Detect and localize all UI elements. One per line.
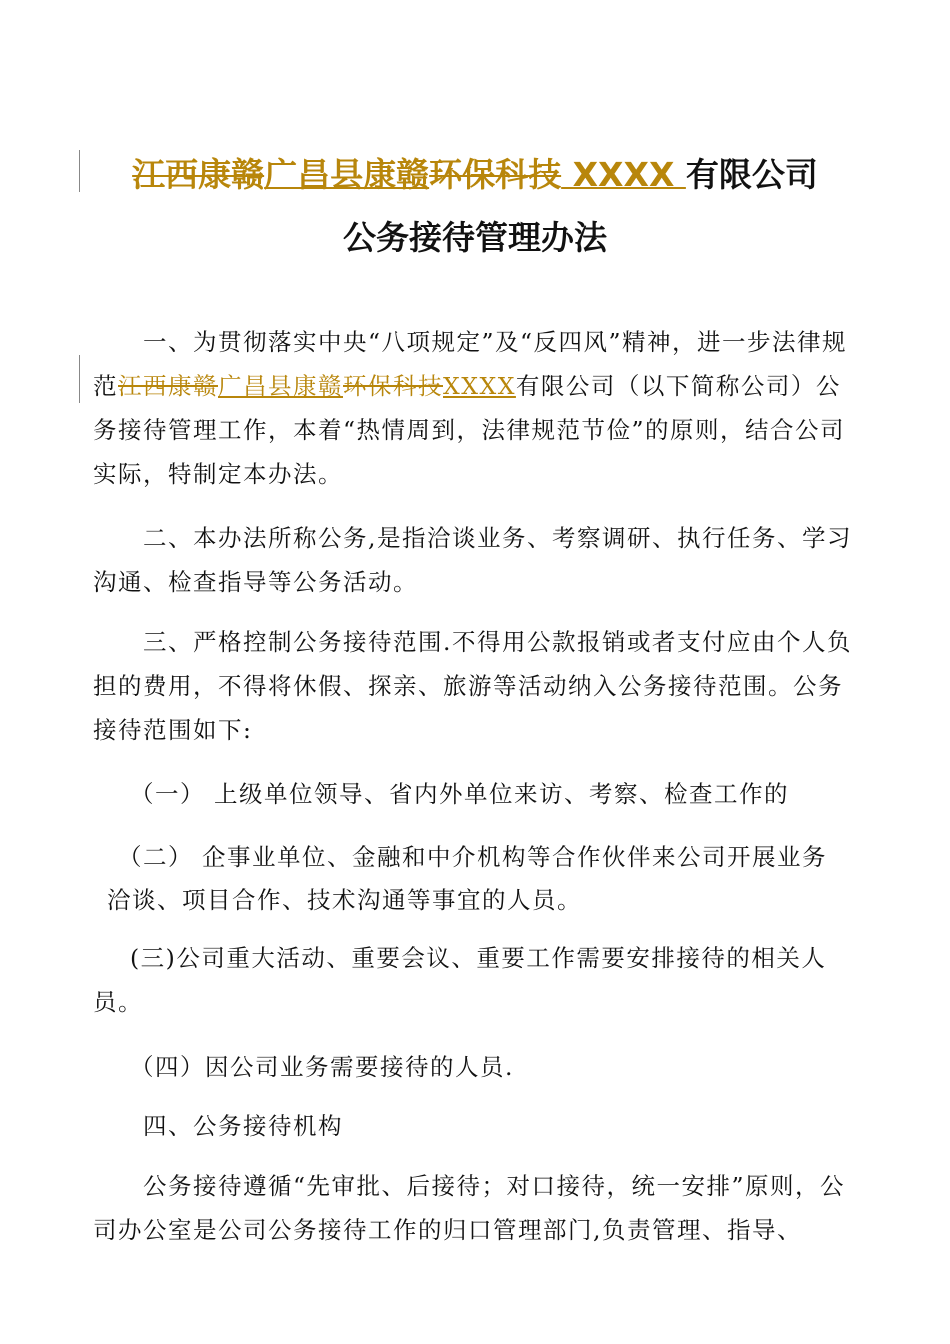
section-2: 二、本办法所称公务,是指洽谈业务、考察调研、执行任务、学习沟通、检查指导等公务活动。	[93, 524, 852, 596]
list-item: (三)公司重大活动、重要会议、重要工作需要安排接待的相关人员。	[93, 944, 827, 1016]
document-title	[0, 155, 950, 195]
section-4-body: 公务接待遵循“先审批、后接待；对口接待，统一安排”原则，公司办公室是公司公务接待工作的归口管理部门,负责管理、指导、	[93, 1172, 846, 1244]
section-heading: 四、公务接待机构	[143, 1112, 343, 1140]
list-item-continuation: 洽谈、项目合作、技术沟通等事宜的人员。	[107, 886, 582, 914]
list-item: （一） 上级单位领导、省内外单位来访、考察、检查工作的	[130, 780, 789, 808]
section-1	[93, 320, 863, 496]
list-item: （四）因公司业务需要接待的人员.	[130, 1053, 514, 1081]
deleted-text: 环保科技	[343, 372, 443, 400]
revision-bar	[79, 355, 80, 403]
section-3: 三、严格控制公务接待范围.不得用公款报销或者支付应由个人负担的费用，不得将休假、探亲、旅游等活动纳入公务接待范围。公务接待范围如下:	[93, 628, 852, 744]
deleted-text: 江西康赣	[132, 155, 265, 194]
inserted-text: 广昌县康赣	[218, 372, 343, 400]
inserted-text: XXXX	[561, 155, 686, 194]
title-text: 有限公司	[685, 155, 818, 194]
section-1-text: 一、为贯彻落实中央“八项规定”及“反四风”精神，进一步法律规范	[93, 328, 848, 400]
inserted-text: XXXX	[443, 372, 516, 400]
document-subtitle: 公务接待管理办法	[343, 218, 607, 257]
deleted-text: 江西康赣	[118, 372, 218, 400]
deleted-text: 环保科技	[429, 155, 562, 194]
list-item: （二） 企事业单位、金融和中介机构等合作伙伴来公司开展业务	[118, 843, 827, 871]
inserted-text: 广昌县康赣	[264, 155, 430, 194]
section-1-text: 有限公司（以下简称公司）公务接待管理工作，本着“热情周到，法律规范节俭”的原则，结合公司实际，特制定本办法。	[93, 372, 846, 488]
